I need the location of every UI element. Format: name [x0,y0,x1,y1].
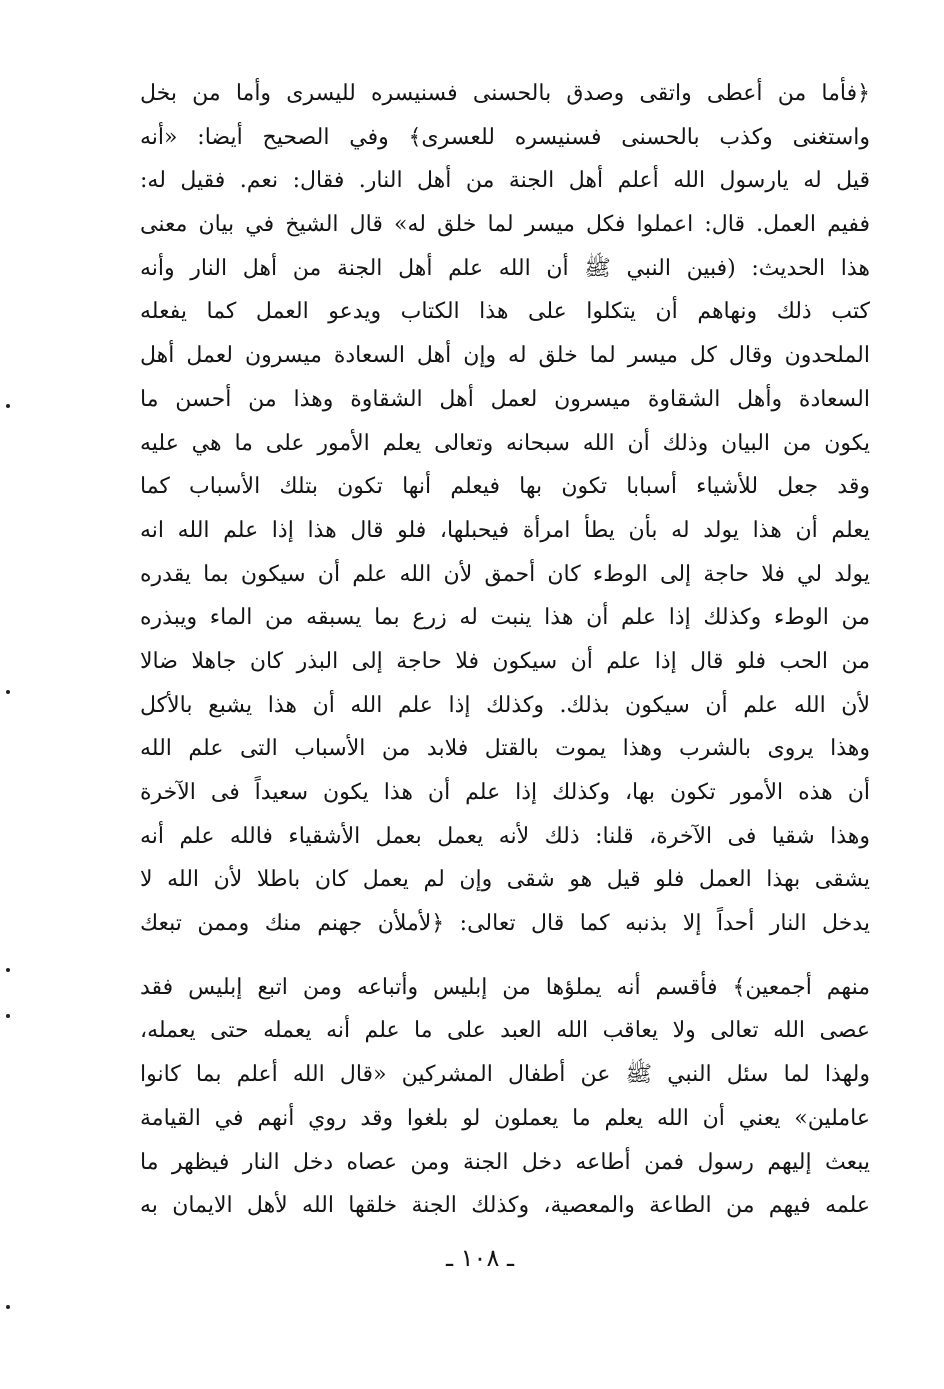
text-line: منهم أجمعين﴾ فأقسم أنه يملؤها من إبليس وأتباعه ومن اتبع إبليس فقد [140,974,870,1000]
text-line: ففيم العمل. قال: اعملوا فكل ميسر لما خلق له» قال الشيخ في بيان معنى [140,212,870,238]
text-line: أن هذه الأمور تكون بها، وكذلك إذا علم أن هذا يكون سعيداً فى الآخرة [140,780,870,805]
paragraph-gap [140,946,870,966]
text-line: كتب ذلك ونهاهم أن يتكلوا على هذا الكتاب ويدعو العمل كما يفعله [140,299,870,325]
scan-mark [6,1014,10,1018]
text-line: لأن الله علم أن سيكون بذلك. وكذلك إذا علم الله أن هذا يشبع بالأكل [140,692,870,718]
text-line: هذا الحديث: (فبين النبي ﷺ أن الله علم أهل الجنة من أهل النار وأنه [140,255,870,281]
text-line: علمه فيهم من الطاعة والمعصية، وكذلك الجنة خلقها الله لأهل الايمان به [140,1193,870,1219]
text-line: الملحدون وقال كل ميسر لما خلق له وإن أهل السعادة ميسرون لعمل أهل [140,343,870,369]
scan-mark [6,404,10,408]
text-line: عصى الله تعالى ولا يعاقب الله العبد على ما علم أنه يعمله حتى يعمله، [140,1018,870,1044]
text-line: يعلم أن هذا يولد له بأن يطأ امرأة فيحبلها، فلو قال هذا إذا علم الله انه [140,517,870,543]
page-text-block [140,72,870,1228]
scan-mark [6,690,10,694]
text-line: السعادة وأهل الشقاوة ميسرون لعمل أهل الشقاوة وهذا من أحسن ما [140,386,870,412]
text-line: يولد لي فلا حاجة إلى الوطء كان أحمق لأن الله علم أن سيكون بما يقدره [140,561,870,587]
text-line: وهذا شقيا فى الآخرة، قلنا: ذلك لأنه يعمل بعمل الأشقياء فالله علم أنه [140,823,870,849]
text-line: يشقى بهذا العمل فلو قيل هو شقى وإن لم يعمل كان باطلا لأن الله لا [140,867,870,893]
text-line: من الحب فلو قال إذا علم أن سيكون فلا حاجة إلى البذر كان جاهلا ضالا [140,648,870,674]
text-line: يدخل النار أحداً إلا بذنبه كما قال تعالى: ﴿لأملأن جهنم منك وممن تبعك [140,911,870,937]
text-line: ولهذا لما سئل النبي ﷺ عن أطفال المشركين «قال الله أعلم بما كانوا [140,1062,870,1088]
text-line: يبعث إليهم رسول فمن أطاعه دخل الجنة ومن عصاه دخل النار فيظهر ما [140,1149,870,1175]
page-number: ـ ١٠٨ ـ [445,1244,514,1272]
text-line: وقد جعل للأشياء أسبابا تكون بها فيعلم أنها تكون بتلك الأسباب كما [140,474,870,500]
text-line: يكون من البيان وذلك أن الله سبحانه وتعالى يعلم الأمور على ما هي عليه [140,430,870,456]
text-line: عاملين» يعني أن الله يعلم ما يعملون لو بلغوا وقد روي أنهم في القيامة [140,1105,870,1131]
text-line: ﴿فأما من أعطى واتقى وصدق بالحسنى فسنيسره لليسرى وأما من بخل [140,81,870,106]
scan-mark [6,968,10,972]
text-line: وهذا يروى بالشرب وهذا يموت بالقتل فلابد من الأسباب التى علم الله [140,736,870,762]
text-line: واستغنى وكذب بالحسنى فسنيسره للعسرى﴾ وفي الصحيح أيضا: «أنه [140,124,870,150]
text-line: قيل له يارسول الله أعلم أهل الجنة من أهل النار. فقال: نعم. فقيل له: [140,168,870,194]
scan-mark [6,1305,10,1309]
text-line: من الوطء وكذلك إذا علم أن هذا ينبت له زرع بما يسبقه من الماء ويبذره [140,605,870,631]
